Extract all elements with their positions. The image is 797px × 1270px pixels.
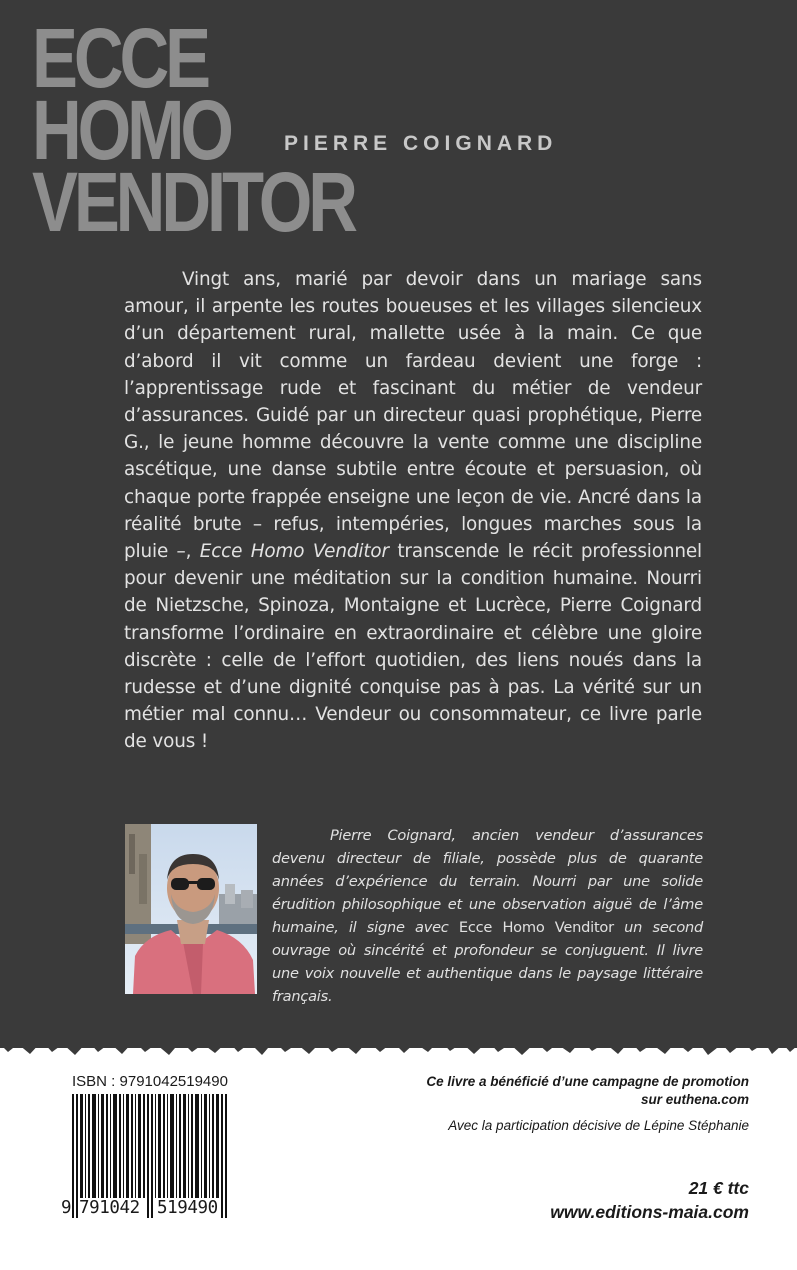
blurb-paragraph [124,266,702,756]
author-bio [272,824,703,1008]
barcode-digits-left: 791042 [79,1198,140,1218]
bio-paragraph [272,824,703,1008]
isbn-label: ISBN : 9791042519490 [72,1073,228,1090]
book-blurb [124,266,702,756]
publisher-website: www.editions-maia.com [550,1202,749,1222]
promo-line-1: Ce livre a bénéficié d’une campagne de promotion [426,1074,749,1089]
book-title-line-2: HOMO [32,83,230,177]
author-photo [125,824,257,994]
promo-notice [426,1073,749,1109]
author-name: PIERRE COIGNARD [284,132,558,155]
blurb-italic-title: Ecce Homo Venditor [199,541,389,563]
barcode-digit-prefix: 9 [61,1198,72,1218]
barcode-digits [60,1198,232,1222]
bio-text-part-2: un second ouvrage où sincérité et profondeur se conjuguent. Il livre une voix nouvelle et authentique dans le paysage littéraire français. [272,919,704,1005]
book-title-line-1: ECCE [32,11,207,105]
participation-credit: Avec la participation décisive de Lépine Stéphanie [448,1118,749,1133]
book-price: 21 € ttc [688,1178,749,1198]
bio-book-title: Ecce Homo Venditor [458,919,614,936]
blurb-text-part-2: transcende le récit professionnel pour devenir une méditation sur la condition humaine. Nourri de Nietzsche, Spinoza, Montaigne et Lucrèce, Pierre Coignard transforme l’ordinaire en extraordinaire et célèbre une gloire discrète : celle de l’effort quotidien, des liens noués dans la rudesse et d’une dignité conquise pas à pas. La vérité sur un métier mal connu… Vendeur ou consommateur, ce livre parle de vous ! [124,541,702,753]
bio-text-part-1: Pierre Coignard, ancien vendeur d’assurances devenu directeur de filiale, possède plus de quarante années d’expérience du terrain. Nourri par une solide érudition philosophique et une observation aiguë de l’âme humaine, il signe avec [272,827,703,936]
book-title-line-3: VENDITOR [32,155,354,249]
barcode-digits-right: 519490 [157,1198,218,1218]
promo-line-2: sur euthena.com [640,1092,749,1107]
blurb-text-part-1: Vingt ans, marié par devoir dans un mariage sans amour, il arpente les routes boueuses et les villages silencieux d’un département rural, mallette usée à la main. Ce que d’abord il vit comme un fardeau devient une forge : l’apprentissage rude et fascinant du métier de vendeur d’assurances. Guidé par un directeur quasi prophétique, Pierre G., le jeune homme découvre la vente comme une discipline ascétique, une danse subtile entre écoute et persuasion, où chaque porte frappée enseigne une leçon de vie. Ancré dans la réalité brute – refus, intempéries, longues marches sous la pluie –, [124,269,702,563]
